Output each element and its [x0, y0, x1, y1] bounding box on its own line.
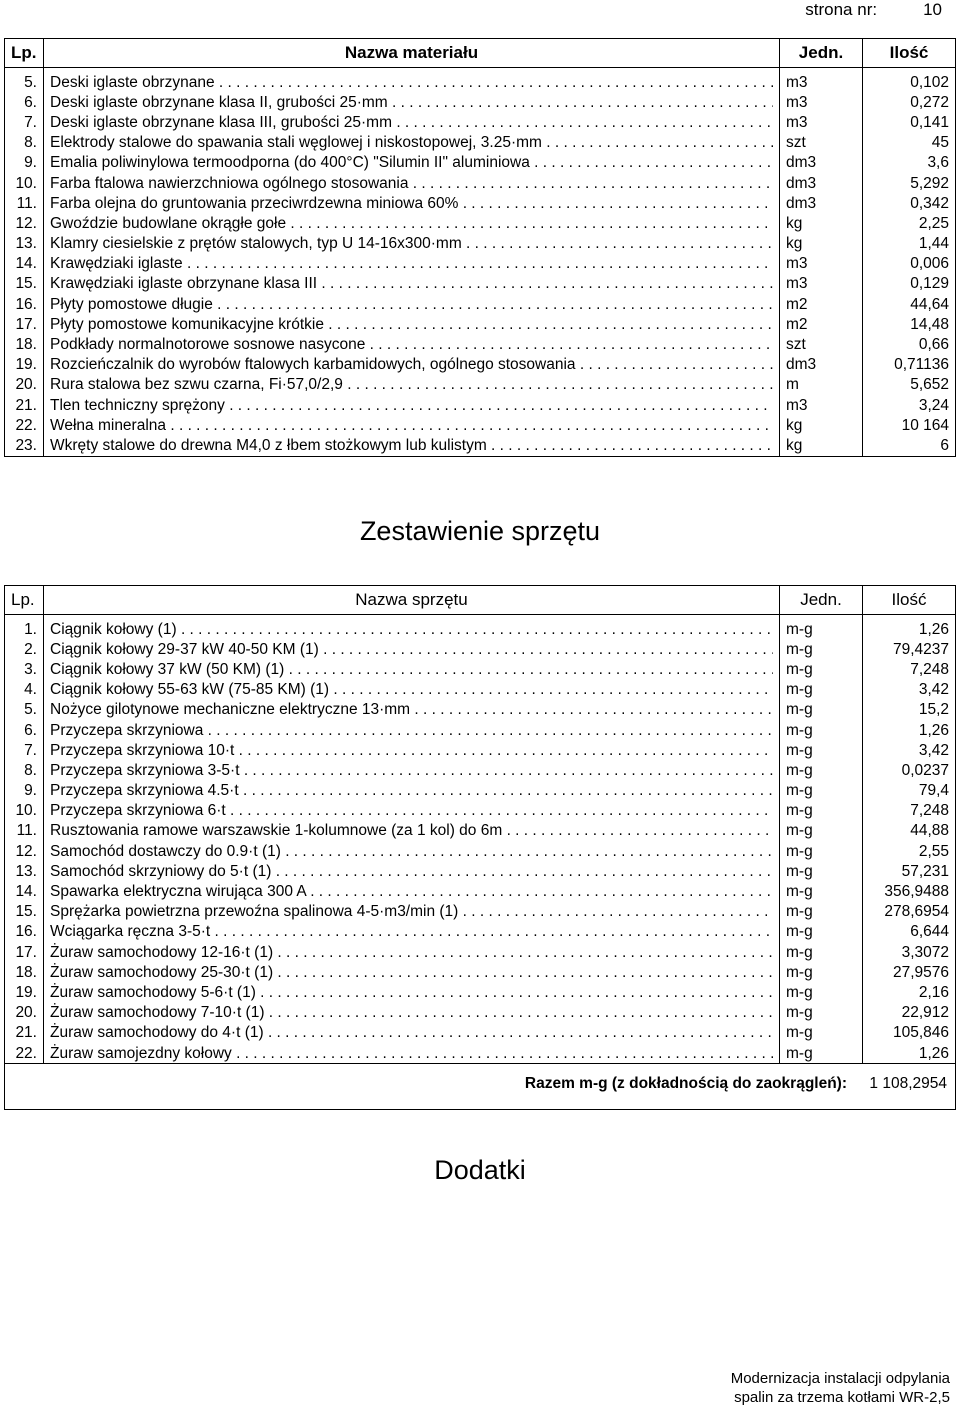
table-row	[5, 942, 956, 962]
page-header	[805, 0, 942, 20]
row-qty: 0,102	[863, 72, 956, 92]
row-lp: 19.	[5, 355, 44, 375]
table-row	[5, 962, 956, 982]
table-row	[5, 1003, 956, 1023]
row-lp: 22.	[5, 415, 44, 435]
row-lp: 7.	[5, 740, 44, 760]
row-qty: 45	[863, 133, 956, 153]
row-unit: m-g	[780, 680, 863, 700]
row-unit: dm3	[780, 173, 863, 193]
table-row	[5, 415, 956, 435]
row-unit: dm3	[780, 153, 863, 173]
table-row	[5, 213, 956, 233]
row-qty: 7,248	[863, 801, 956, 821]
row-name: Farba olejna do gruntowania przeciwrdzewna miniowa 60% . . .	[50, 194, 773, 213]
row-lp: 12.	[5, 841, 44, 861]
row-lp: 21.	[5, 1023, 44, 1043]
row-qty: 0,0237	[863, 760, 956, 780]
table-row	[5, 881, 956, 901]
table-row	[5, 841, 956, 861]
row-unit: m-g	[780, 922, 863, 942]
row-unit: dm3	[780, 355, 863, 375]
col-lp: Lp.	[5, 586, 44, 615]
row-lp: 14.	[5, 254, 44, 274]
row-unit: m3	[780, 112, 863, 132]
table-row	[5, 173, 956, 193]
row-name: Samochód skrzyniowy do 5·t (1) . . .	[50, 862, 773, 881]
row-lp: 11.	[5, 821, 44, 841]
row-qty: 57,231	[863, 861, 956, 881]
row-qty: 356,9488	[863, 881, 956, 901]
row-qty: 5,292	[863, 173, 956, 193]
row-qty: 1,44	[863, 234, 956, 254]
row-qty: 79,4237	[863, 639, 956, 659]
row-qty: 79,4	[863, 781, 956, 801]
materials-header-row	[5, 39, 956, 68]
row-lp: 2.	[5, 639, 44, 659]
row-name: Płyty pomostowe długie . . .	[50, 295, 773, 314]
row-unit: m-g	[780, 861, 863, 881]
row-lp: 5.	[5, 72, 44, 92]
row-qty: 2,25	[863, 213, 956, 233]
col-name: Nazwa sprzętu	[44, 586, 780, 615]
row-name: Krawędziaki iglaste obrzynane klasa III . . .	[50, 274, 773, 293]
row-lp: 12.	[5, 213, 44, 233]
row-qty: 105,846	[863, 1023, 956, 1043]
row-name: Ciągnik kołowy 37 kW (50 KM) (1) . . .	[50, 660, 773, 679]
row-name: Żuraw samochodowy 5-6·t (1) . . .	[50, 983, 773, 1002]
row-unit: m2	[780, 294, 863, 314]
row-qty: 1,26	[863, 1043, 956, 1064]
row-unit: m-g	[780, 659, 863, 679]
row-lp: 3.	[5, 659, 44, 679]
row-unit: m3	[780, 395, 863, 415]
row-unit: m-g	[780, 700, 863, 720]
table-row	[5, 92, 956, 112]
row-name: Deski iglaste obrzynane klasa III, grubości 25·mm . . .	[50, 113, 773, 132]
row-qty: 3,42	[863, 680, 956, 700]
table-row	[5, 659, 956, 679]
row-unit: m-g	[780, 821, 863, 841]
summary-label: Razem m-g (z dokładnością do zaokrągleń):	[524, 1075, 847, 1092]
row-name: Przyczepa skrzyniowa 10·t . . .	[50, 741, 773, 760]
row-qty: 1,26	[863, 720, 956, 740]
row-unit: kg	[780, 213, 863, 233]
row-name: Podkłady normalnotorowe sosnowe nasycone . . .	[50, 335, 773, 354]
row-unit: m3	[780, 72, 863, 92]
summary-value: 1 108,2954	[869, 1075, 947, 1092]
row-name: Samochód dostawczy do 0.9·t (1) . . .	[50, 842, 773, 861]
row-unit: m-g	[780, 902, 863, 922]
row-lp: 13.	[5, 861, 44, 881]
table-row	[5, 740, 956, 760]
table-row	[5, 375, 956, 395]
row-name: Rura stalowa bez szwu czarna, Fi·57,0/2,9 . . .	[50, 375, 773, 394]
row-name: Ciągnik kołowy (1) . . .	[50, 620, 773, 639]
row-name: Żuraw samojezdny kołowy . . .	[50, 1044, 773, 1063]
row-unit: m-g	[780, 841, 863, 861]
row-qty: 0,129	[863, 274, 956, 294]
table-row	[5, 821, 956, 841]
row-qty: 15,2	[863, 700, 956, 720]
row-unit: m-g	[780, 881, 863, 901]
table-row	[5, 395, 956, 415]
row-lp: 8.	[5, 760, 44, 780]
table-row	[5, 1023, 956, 1043]
table-row	[5, 294, 956, 314]
col-unit: Jedn.	[780, 586, 863, 615]
row-name: Wkręty stalowe do drewna M4,0 z łbem stożkowym lub kulistym . . .	[50, 436, 773, 455]
row-lp: 13.	[5, 234, 44, 254]
row-qty: 278,6954	[863, 902, 956, 922]
row-lp: 15.	[5, 274, 44, 294]
row-qty: 3,42	[863, 740, 956, 760]
col-unit: Jedn.	[780, 39, 863, 68]
row-qty: 1,26	[863, 619, 956, 639]
materials-table	[4, 38, 956, 457]
row-qty: 44,64	[863, 294, 956, 314]
row-lp: 18.	[5, 334, 44, 354]
row-qty: 22,912	[863, 1003, 956, 1023]
row-lp: 21.	[5, 395, 44, 415]
row-name: Spawarka elektryczna wirująca 300 A . . .	[50, 882, 773, 901]
row-qty: 3,3072	[863, 942, 956, 962]
table-row	[5, 133, 956, 153]
row-unit: m-g	[780, 720, 863, 740]
row-name: Wciągarka ręczna 3-5·t . . .	[50, 922, 773, 941]
table-row	[5, 234, 956, 254]
footer	[731, 1369, 950, 1407]
col-qty: Ilość	[863, 39, 956, 68]
row-name: Przyczepa skrzyniowa . . .	[50, 721, 773, 740]
row-lp: 16.	[5, 294, 44, 314]
row-name: Płyty pomostowe komunikacyjne krótkie . . .	[50, 315, 773, 334]
table-row	[5, 700, 956, 720]
row-unit: m-g	[780, 781, 863, 801]
row-lp: 20.	[5, 375, 44, 395]
row-qty: 3,24	[863, 395, 956, 415]
row-qty: 7,248	[863, 659, 956, 679]
row-unit: m-g	[780, 740, 863, 760]
row-qty: 5,652	[863, 375, 956, 395]
row-unit: m3	[780, 274, 863, 294]
row-unit: kg	[780, 435, 863, 456]
row-lp: 19.	[5, 982, 44, 1002]
row-name: Rozcieńczalnik do wyrobów ftalowych karbamidowych, ogólnego stosowania . . .	[50, 355, 773, 374]
row-lp: 20.	[5, 1003, 44, 1023]
table-row	[5, 355, 956, 375]
row-name: Wełna mineralna . . .	[50, 416, 773, 435]
table-row	[5, 801, 956, 821]
row-name: Żuraw samochodowy 12-16·t (1) . . .	[50, 943, 773, 962]
row-lp: 11.	[5, 193, 44, 213]
row-name: Żuraw samochodowy 25-30·t (1) . . .	[50, 963, 773, 982]
row-name: Deski iglaste obrzynane klasa II, grubości 25·mm . . .	[50, 93, 773, 112]
row-unit: szt	[780, 334, 863, 354]
row-unit: m-g	[780, 1043, 863, 1064]
row-lp: 4.	[5, 680, 44, 700]
row-name: Gwoździe budowlane okrągłe gołe . . .	[50, 214, 773, 233]
row-lp: 15.	[5, 902, 44, 922]
row-lp: 10.	[5, 801, 44, 821]
table-row	[5, 982, 956, 1002]
table-row	[5, 720, 956, 740]
footer-line-1: Modernizacja instalacji odpylania	[730, 1370, 950, 1387]
row-unit: m-g	[780, 942, 863, 962]
row-unit: m3	[780, 92, 863, 112]
row-lp: 6.	[5, 92, 44, 112]
row-qty: 0,006	[863, 254, 956, 274]
row-name: Nożyce gilotynowe mechaniczne elektryczne 13·mm . . .	[50, 700, 773, 719]
row-name: Farba ftalowa nawierzchniowa ogólnego stosowania . . .	[50, 174, 773, 193]
row-qty: 3,6	[863, 153, 956, 173]
col-name: Nazwa materiału	[44, 39, 780, 68]
row-lp: 14.	[5, 881, 44, 901]
row-lp: 23.	[5, 435, 44, 456]
footer-line-2: spalin za trzema kotłami WR-2,5	[734, 1389, 950, 1406]
row-name: Przyczepa skrzyniowa 6·t . . .	[50, 801, 773, 820]
row-lp: 7.	[5, 112, 44, 132]
row-name: Krawędziaki iglaste . . .	[50, 254, 773, 273]
row-qty: 27,9576	[863, 962, 956, 982]
table-row	[5, 680, 956, 700]
table-row	[5, 72, 956, 92]
table-row	[5, 112, 956, 132]
row-lp: 17.	[5, 314, 44, 334]
row-unit: kg	[780, 415, 863, 435]
page-label: strona nr:	[805, 0, 878, 19]
row-unit: m-g	[780, 639, 863, 659]
equipment-summary	[4, 1061, 956, 1110]
row-name: Żuraw samochodowy do 4·t (1) . . .	[50, 1023, 773, 1042]
equipment-header-row	[5, 586, 956, 615]
row-unit: m-g	[780, 619, 863, 639]
row-name: Elektrody stalowe do spawania stali węglowej i niskostopowej, 3.25·mm . . .	[50, 133, 773, 152]
row-qty: 14,48	[863, 314, 956, 334]
row-qty: 2,16	[863, 982, 956, 1002]
table-row	[5, 153, 956, 173]
row-unit: m-g	[780, 962, 863, 982]
row-name: Deski iglaste obrzynane . . .	[50, 73, 773, 92]
row-qty: 2,55	[863, 841, 956, 861]
row-unit: m-g	[780, 801, 863, 821]
row-lp: 10.	[5, 173, 44, 193]
table-row	[5, 435, 956, 456]
table-row	[5, 861, 956, 881]
row-qty: 0,272	[863, 92, 956, 112]
row-name: Przyczepa skrzyniowa 4.5·t . . .	[50, 781, 773, 800]
row-lp: 17.	[5, 942, 44, 962]
row-name: Ciągnik kołowy 55-63 kW (75-85 KM) (1) . . .	[50, 680, 773, 699]
row-unit: m-g	[780, 1003, 863, 1023]
table-row	[5, 274, 956, 294]
table-row	[5, 254, 956, 274]
equipment-section-title: Zestawienie sprzętu	[359, 516, 601, 546]
row-name: Ciągnik kołowy 29-37 kW 40-50 KM (1) . . .	[50, 640, 773, 659]
table-row	[5, 334, 956, 354]
row-lp: 6.	[5, 720, 44, 740]
row-lp: 5.	[5, 700, 44, 720]
row-qty: 10 164	[863, 415, 956, 435]
row-unit: m-g	[780, 982, 863, 1002]
row-unit: m	[780, 375, 863, 395]
row-name: Sprężarka powietrzna przewoźna spalinowa 4-5·m3/min (1) . . .	[50, 902, 773, 921]
row-name: Żuraw samochodowy 7-10·t (1) . . .	[50, 1003, 773, 1022]
table-row	[5, 760, 956, 780]
row-lp: 18.	[5, 962, 44, 982]
additions-section-title: Dodatki	[434, 1155, 526, 1185]
row-unit: kg	[780, 234, 863, 254]
row-qty: 0,71136	[863, 355, 956, 375]
table-row	[5, 314, 956, 334]
row-name: Emalia poliwinylowa termoodporna (do 400°C) "Silumin II" aluminiowa . . .	[50, 153, 773, 172]
row-lp: 16.	[5, 922, 44, 942]
equipment-table	[4, 585, 956, 1064]
table-row	[5, 619, 956, 639]
row-unit: szt	[780, 133, 863, 153]
row-qty: 6,644	[863, 922, 956, 942]
row-qty: 6	[863, 435, 956, 456]
table-row	[5, 781, 956, 801]
row-lp: 9.	[5, 153, 44, 173]
table-row	[5, 193, 956, 213]
table-row	[5, 639, 956, 659]
row-lp: 8.	[5, 133, 44, 153]
row-name: Tlen techniczny sprężony . . .	[50, 396, 773, 415]
row-name: Przyczepa skrzyniowa 3-5·t . . .	[50, 761, 773, 780]
col-qty: Ilość	[863, 586, 956, 615]
row-qty: 0,342	[863, 193, 956, 213]
row-unit: dm3	[780, 193, 863, 213]
row-name: Rusztowania ramowe warszawskie 1-kolumnowe (za 1 kol) do 6m . . .	[50, 821, 773, 840]
col-lp: Lp.	[5, 39, 44, 68]
table-row	[5, 902, 956, 922]
row-lp: 22.	[5, 1043, 44, 1064]
row-qty: 0,141	[863, 112, 956, 132]
row-lp: 9.	[5, 781, 44, 801]
row-unit: m3	[780, 254, 863, 274]
row-qty: 0,66	[863, 334, 956, 354]
row-unit: m-g	[780, 760, 863, 780]
row-unit: m-g	[780, 1023, 863, 1043]
row-lp: 1.	[5, 619, 44, 639]
page-number: 10	[923, 0, 942, 19]
table-row	[5, 922, 956, 942]
row-name: Klamry ciesielskie z prętów stalowych, typ U 14-16x300·mm . . .	[50, 234, 773, 253]
row-qty: 44,88	[863, 821, 956, 841]
row-unit: m2	[780, 314, 863, 334]
